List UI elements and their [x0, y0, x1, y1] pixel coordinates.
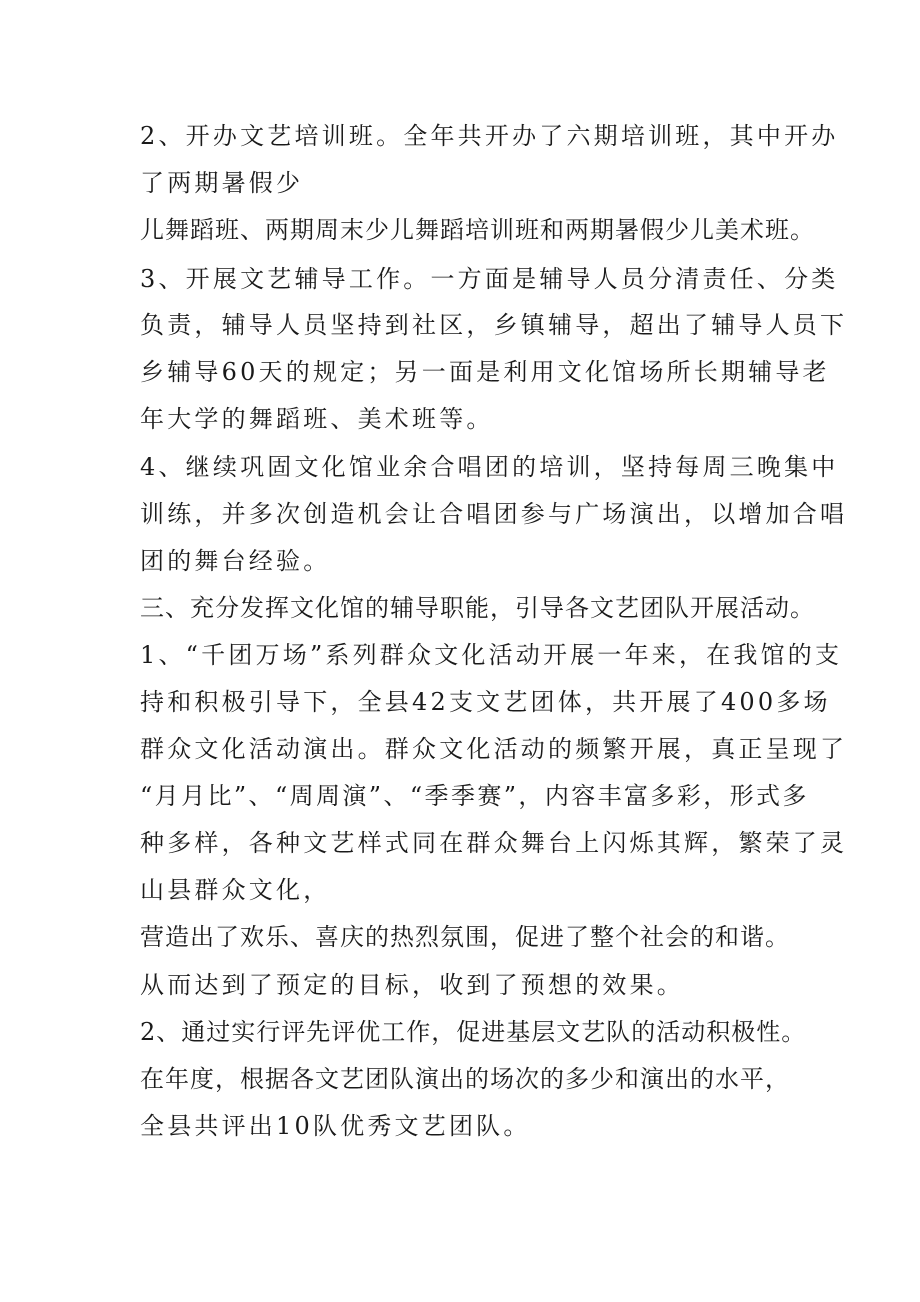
paragraph-line: 群众文化活动演出。群众文化活动的频繁开展，真正呈现了: [140, 735, 848, 763]
paragraph-line: 儿舞蹈班、两期周末少儿舞蹈培训班和两期暑假少儿美术班。: [140, 216, 815, 244]
section-heading: 三、充分发挥文化馆的辅导职能，引导各文艺团队开展活动。: [140, 594, 815, 622]
paragraph-line: “月月比”、“周周演”、“季季赛”，内容丰富多彩，形式多: [140, 782, 809, 810]
paragraph-line: 2、通过实行评先评优工作，促进基层文艺队的活动积极性。: [140, 1018, 807, 1046]
paragraph-line: 营造出了欢乐、喜庆的热烈氛围，促进了整个社会的和谐。: [140, 923, 790, 951]
paragraph-line: 了两期暑假少: [140, 169, 304, 197]
paragraph-line: 1、“千团万场”系列群众文化活动开展一年来，在我馆的支: [140, 641, 843, 669]
paragraph-line: 全县共评出10队优秀文艺团队。: [140, 1112, 531, 1140]
paragraph-line: 持和积极引导下，全县42支文艺团体，共开展了400多场: [140, 688, 831, 716]
paragraph-line: 年大学的舞蹈班、美术班等。: [140, 405, 494, 433]
paragraph-line: 3、开展文艺辅导工作。一方面是辅导人员分清责任、分类: [140, 265, 839, 293]
paragraph-line: 种多样，各种文艺样式同在群众舞台上闪烁其辉，繁荣了灵: [140, 829, 848, 857]
paragraph-line: 训练，并多次创造机会让合唱团参与广场演出，以增加合唱: [140, 500, 848, 528]
paragraph-line: 山县群众文化，: [140, 876, 331, 904]
paragraph-line: 从而达到了预定的目标，收到了预想的效果。: [140, 971, 684, 999]
paragraph-line: 2、开办文艺培训班。全年共开办了六期培训班，其中开办: [140, 122, 839, 150]
paragraph-line: 乡辅导60天的规定；另一面是利用文化馆场所长期辅导老: [140, 358, 830, 386]
paragraph-line: 在年度，根据各文艺团队演出的场次的多少和演出的水平，: [140, 1065, 790, 1093]
paragraph-line: 4、继续巩固文化馆业余合唱团的培训，坚持每周三晚集中: [140, 453, 839, 481]
paragraph-line: 团的舞台经验。: [140, 547, 331, 575]
paragraph-line: 负责，辅导人员坚持到社区，乡镇辅导，超出了辅导人员下: [140, 311, 848, 339]
